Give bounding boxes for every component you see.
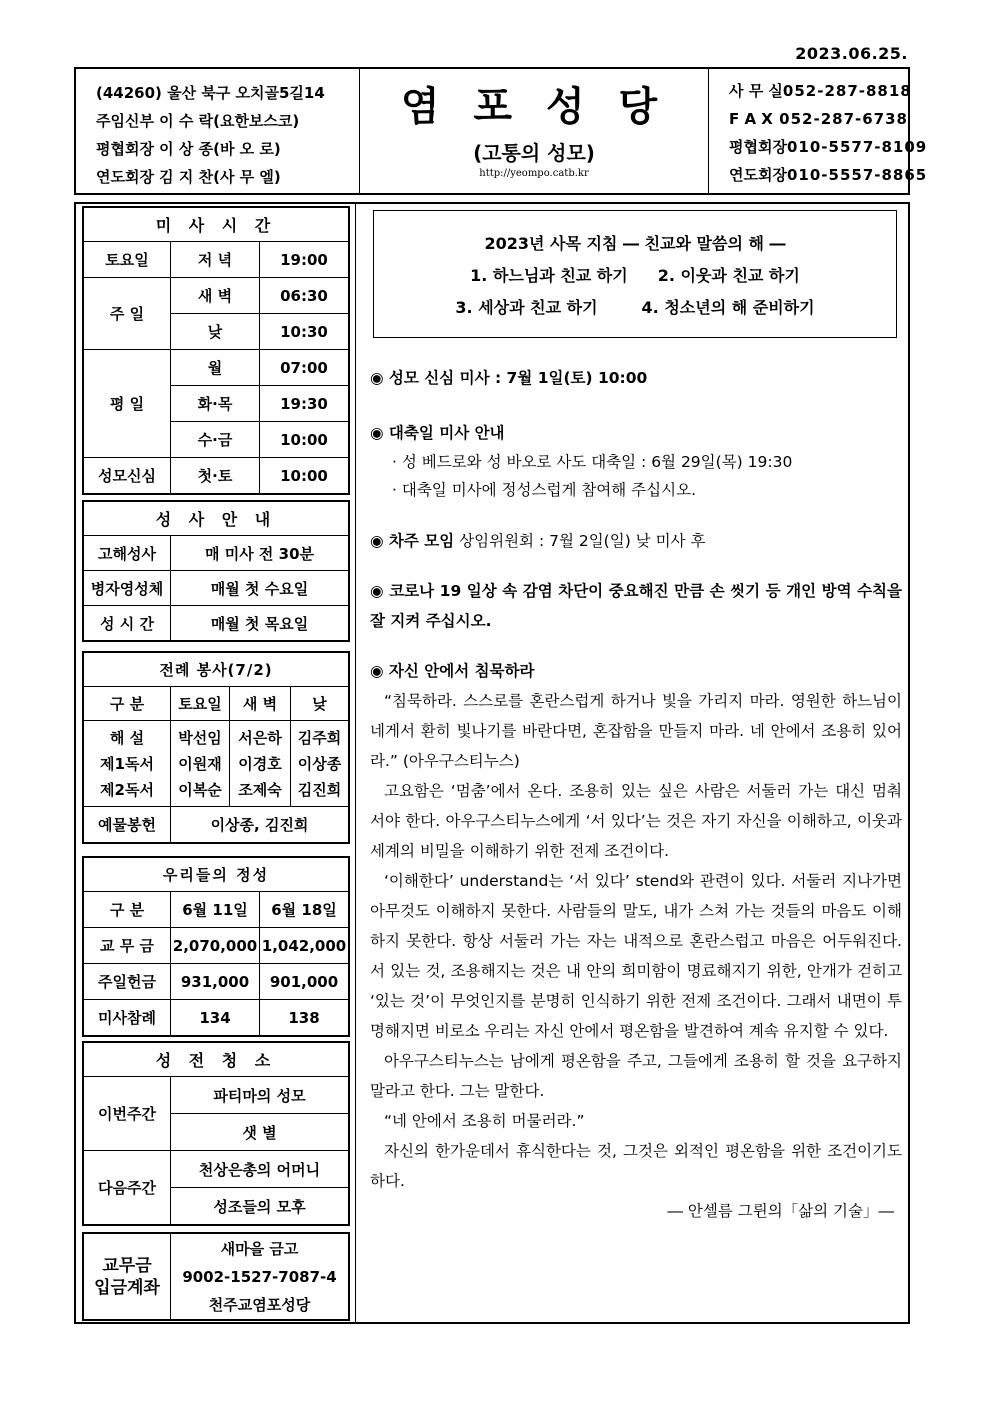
bulletin-header bbox=[74, 67, 928, 195]
mass-time: 10:30 bbox=[260, 314, 349, 350]
contact-row bbox=[729, 133, 928, 161]
reflection-source: ― 안셀름 그륀의「삶의 기술」― bbox=[667, 1202, 894, 1220]
policy-item: 4. 청소년의 해 준비하기 bbox=[641, 298, 815, 317]
policy-row bbox=[374, 263, 896, 286]
parish-title-block bbox=[360, 69, 708, 193]
liturgy-role: 제1독서 bbox=[100, 754, 154, 773]
cleaning-group: 성조들의 모후 bbox=[171, 1188, 349, 1225]
sacraments-title: 성 사 안 내 bbox=[84, 502, 349, 536]
notice-meeting-text: 상임위원회 : 7월 2일(일) 낮 미사 후 bbox=[454, 532, 706, 550]
offerings-title: 우리들의 정성 bbox=[84, 858, 349, 892]
reflection-paragraph: “침묵하라. 스스로를 혼란스럽게 하거나 빛을 가리지 마라. 영원한 하느님이 네게서 환히 빛나기를 바란다면, 혼잡함을 만들지 마라. 네 안에서 조용히 있어라.” (아우구스티누스) bbox=[370, 692, 902, 770]
liturgy-person: 김주희 bbox=[297, 728, 342, 747]
liturgy-person: 박선임 bbox=[178, 728, 222, 747]
liturgy-person: 서은하 bbox=[238, 728, 282, 747]
offering-type: 주일헌금 bbox=[84, 964, 171, 1000]
account-details bbox=[171, 1234, 349, 1320]
account-number: 9002-1527-7087-4 bbox=[182, 1267, 337, 1286]
contact-row bbox=[729, 161, 928, 189]
mass-slot: 저 녁 bbox=[171, 242, 260, 278]
account-bank: 새마을 금고 bbox=[220, 1239, 299, 1258]
notice-feast-heading: ◉ 대축일 미사 안내 bbox=[370, 424, 505, 442]
mass-time: 19:30 bbox=[260, 386, 349, 422]
sacraments-box bbox=[82, 500, 350, 642]
mass-time: 06:30 bbox=[260, 278, 349, 314]
mass-slot: 수·금 bbox=[171, 422, 260, 458]
notice-feast-line: · 성 베드로와 성 바오로 사도 대축일 : 6월 29일(목) 19:30 bbox=[392, 453, 793, 471]
policy-item: 1. 하느님과 친교 하기 bbox=[470, 266, 628, 285]
sacrament-schedule: 매월 첫 수요일 bbox=[171, 571, 349, 606]
account-label-line: 교무금 bbox=[102, 1255, 152, 1276]
offering-amount: 138 bbox=[260, 1000, 349, 1036]
liturgy-role: 제2독서 bbox=[100, 780, 154, 799]
notice-marian-mass: ◉ 성모 신심 미사 : 7월 1일(토) 10:00 bbox=[370, 369, 648, 387]
policy-row bbox=[374, 295, 896, 318]
mass-day: 주 일 bbox=[84, 278, 171, 350]
cleaning-group: 천상은총의 어머니 bbox=[171, 1151, 349, 1188]
contact-label: 사 무 실 bbox=[729, 82, 783, 100]
mass-slot: 첫·토 bbox=[171, 458, 260, 494]
policy-item: 3. 세상과 친교 하기 bbox=[455, 298, 598, 317]
contact-label: 연도회장 bbox=[729, 166, 787, 184]
offering-amount: 134 bbox=[171, 1000, 260, 1036]
parish-name: 염 포 성 당 bbox=[400, 84, 668, 130]
contact-label: F A X bbox=[729, 110, 773, 128]
sacrament-name: 병자영성체 bbox=[84, 571, 171, 606]
mass-day: 토요일 bbox=[84, 242, 171, 278]
offerings-head: 6월 11일 bbox=[171, 892, 260, 928]
notice-feast-line: · 대축일 미사에 정성스럽게 참여해 주십시오. bbox=[392, 481, 697, 499]
reflection-heading: ◉ 자신 안에서 침묵하라 bbox=[370, 662, 535, 680]
mass-slot: 낮 bbox=[171, 314, 260, 350]
parish-subtitle: (고통의 성모) bbox=[473, 141, 595, 165]
mass-time: 19:00 bbox=[260, 242, 349, 278]
cleaning-box bbox=[82, 1041, 350, 1226]
sacrament-schedule: 매월 첫 목요일 bbox=[171, 606, 349, 641]
pastor-line: 주임신부 이 수 락(요한보스코) bbox=[96, 112, 300, 130]
contact-list bbox=[708, 69, 928, 193]
council-line: 평협회장 이 상 종(바 오 로) bbox=[96, 140, 281, 158]
parish-info bbox=[76, 69, 360, 193]
sacrament-name: 성 시 간 bbox=[84, 606, 171, 641]
policy-item: 2. 이웃과 친교 하기 bbox=[657, 266, 800, 285]
liturgy-head: 구 분 bbox=[84, 687, 171, 721]
contact-row bbox=[729, 105, 908, 133]
liturgy-person: 조제숙 bbox=[238, 780, 282, 799]
mass-time: 10:00 bbox=[260, 458, 349, 494]
contact-number: 052-287-6738 bbox=[779, 110, 908, 128]
account-box bbox=[82, 1232, 350, 1321]
liturgy-roles bbox=[84, 721, 171, 807]
mass-time: 10:00 bbox=[260, 422, 349, 458]
notice-meeting-heading: ◉ 차주 모임 bbox=[370, 532, 455, 550]
liturgy-person: 김진희 bbox=[297, 780, 342, 799]
mass-slot: 새 벽 bbox=[171, 278, 260, 314]
offerings-head: 구 분 bbox=[84, 892, 171, 928]
issue-date: 2023.06.25. bbox=[795, 44, 908, 63]
offering-type: 교 무 금 bbox=[84, 928, 171, 964]
liturgy-title: 전례 봉사(7/2) bbox=[84, 653, 349, 687]
liturgy-dawn-col bbox=[230, 721, 291, 807]
offering-amount: 2,070,000 bbox=[171, 928, 260, 964]
policy-title: 2023년 사목 지침 ― 친교와 말씀의 해 ― bbox=[484, 234, 786, 253]
contact-number: 010-5557-8865 bbox=[786, 166, 928, 184]
mass-time: 07:00 bbox=[260, 350, 349, 386]
offering-amount: 901,000 bbox=[260, 964, 349, 1000]
contact-row bbox=[729, 77, 912, 105]
liturgy-person: 이상종 bbox=[297, 754, 342, 773]
reflection-paragraph: ‘이해한다’ understand는 ‘서 있다’ stend와 관련이 있다. 서둘러 지나가면 아무것도 이해하지 못한다. 사람들의 말도, 내가 스쳐 가는 것들의 마음도 이해하지 못한다. 항상 서둘러 가는 자는 내적으로 혼란스럽고 마음은 어두워진다. 서 있는 것, 조용해지는 것은 내 안의 희미함이 명료해지기 위한, 안개가 걷히고 ‘있는 것’이 무엇인지를 분명히 인식하기 위한 전제 조건이다. 그래서 내면이 투명해지면 비로소 우리는 자신 안에서 평온함을 발견하여 계속 유지할 수 있다. bbox=[370, 872, 902, 1040]
liturgy-role: 해 설 bbox=[109, 728, 145, 747]
offering-amount: 931,000 bbox=[171, 964, 260, 1000]
offerings-box bbox=[82, 856, 350, 1037]
mass-slot: 화·목 bbox=[171, 386, 260, 422]
liturgy-head: 토요일 bbox=[171, 687, 230, 721]
offerings-head: 6월 18일 bbox=[260, 892, 349, 928]
parish-url[interactable]: http://yeompo.catb.kr bbox=[479, 168, 589, 179]
contact-number: 052-287-8818 bbox=[782, 82, 912, 100]
liturgy-person: 이원재 bbox=[178, 754, 222, 773]
offering-persons: 이상종, 김진희 bbox=[171, 807, 349, 843]
reflection-paragraph: 자신의 한가운데서 휴식한다는 것, 그것은 외적인 평온함을 위한 조건이기도 하다. bbox=[370, 1142, 902, 1190]
reflection-paragraph: 아우구스티누스는 남에게 평온함을 주고, 그들에게 조용히 할 것을 요구하지 말라고 한다. 그는 말한다. bbox=[370, 1052, 902, 1100]
cleaning-week: 이번주간 bbox=[84, 1077, 171, 1151]
account-label-line: 입금계좌 bbox=[94, 1277, 160, 1298]
offering-label: 예물봉헌 bbox=[84, 807, 171, 843]
notice-meeting bbox=[370, 526, 902, 556]
mass-schedule-box bbox=[82, 206, 350, 495]
contact-number: 010-5577-8109 bbox=[786, 138, 928, 156]
pastoral-policy-box bbox=[373, 210, 897, 338]
offering-amount: 1,042,000 bbox=[260, 928, 349, 964]
sacrament-schedule: 매 미사 전 30분 bbox=[171, 536, 349, 571]
liturgy-head: 새 벽 bbox=[230, 687, 291, 721]
liturgy-head: 낮 bbox=[291, 687, 349, 721]
cleaning-group: 샛 별 bbox=[171, 1114, 349, 1151]
column-divider bbox=[355, 202, 356, 1324]
offering-type: 미사참례 bbox=[84, 1000, 171, 1036]
account-label bbox=[84, 1234, 171, 1320]
liturgy-sat-col bbox=[171, 721, 230, 807]
sacrament-name: 고해성사 bbox=[84, 536, 171, 571]
reflection-quote: “네 안에서 조용히 머물러라.” bbox=[384, 1112, 585, 1130]
liturgy-day-col bbox=[291, 721, 349, 807]
notice-covid: ◉ 코로나 19 일상 속 감염 차단이 중요해진 만큼 손 씻기 등 개인 방역 수칙을 잘 지켜 주십시오. bbox=[370, 582, 902, 630]
yeondo-line: 연도회장 김 지 찬(사 무 엘) bbox=[96, 168, 281, 186]
liturgy-person: 이복순 bbox=[178, 780, 222, 799]
cleaning-title: 성 전 청 소 bbox=[84, 1043, 349, 1077]
liturgy-person: 이경호 bbox=[238, 754, 282, 773]
mass-schedule-title: 미 사 시 간 bbox=[84, 208, 349, 242]
account-holder: 천주교염포성당 bbox=[208, 1295, 311, 1314]
cleaning-week: 다음주간 bbox=[84, 1151, 171, 1225]
mass-day: 평 일 bbox=[84, 350, 171, 458]
notices-column bbox=[370, 360, 902, 1226]
contact-label: 평협회장 bbox=[729, 138, 787, 156]
mass-slot: 월 bbox=[171, 350, 260, 386]
mass-day: 성모신심 bbox=[84, 458, 171, 494]
cleaning-group: 파티마의 성모 bbox=[171, 1077, 349, 1114]
liturgy-box bbox=[82, 651, 350, 844]
address-line: (44260) 울산 북구 오치골5길14 bbox=[96, 84, 325, 102]
reflection-paragraph: 고요함은 ‘멈춤’에서 온다. 조용히 있는 싶은 사람은 서둘러 가는 대신 멈춰 서야 한다. 아우구스티누스에게 ‘서 있다’는 것은 자기 자신을 이해하고, 이웃과 세계의 비밀을 이해하기 위한 전제 조건이다. bbox=[370, 782, 902, 860]
